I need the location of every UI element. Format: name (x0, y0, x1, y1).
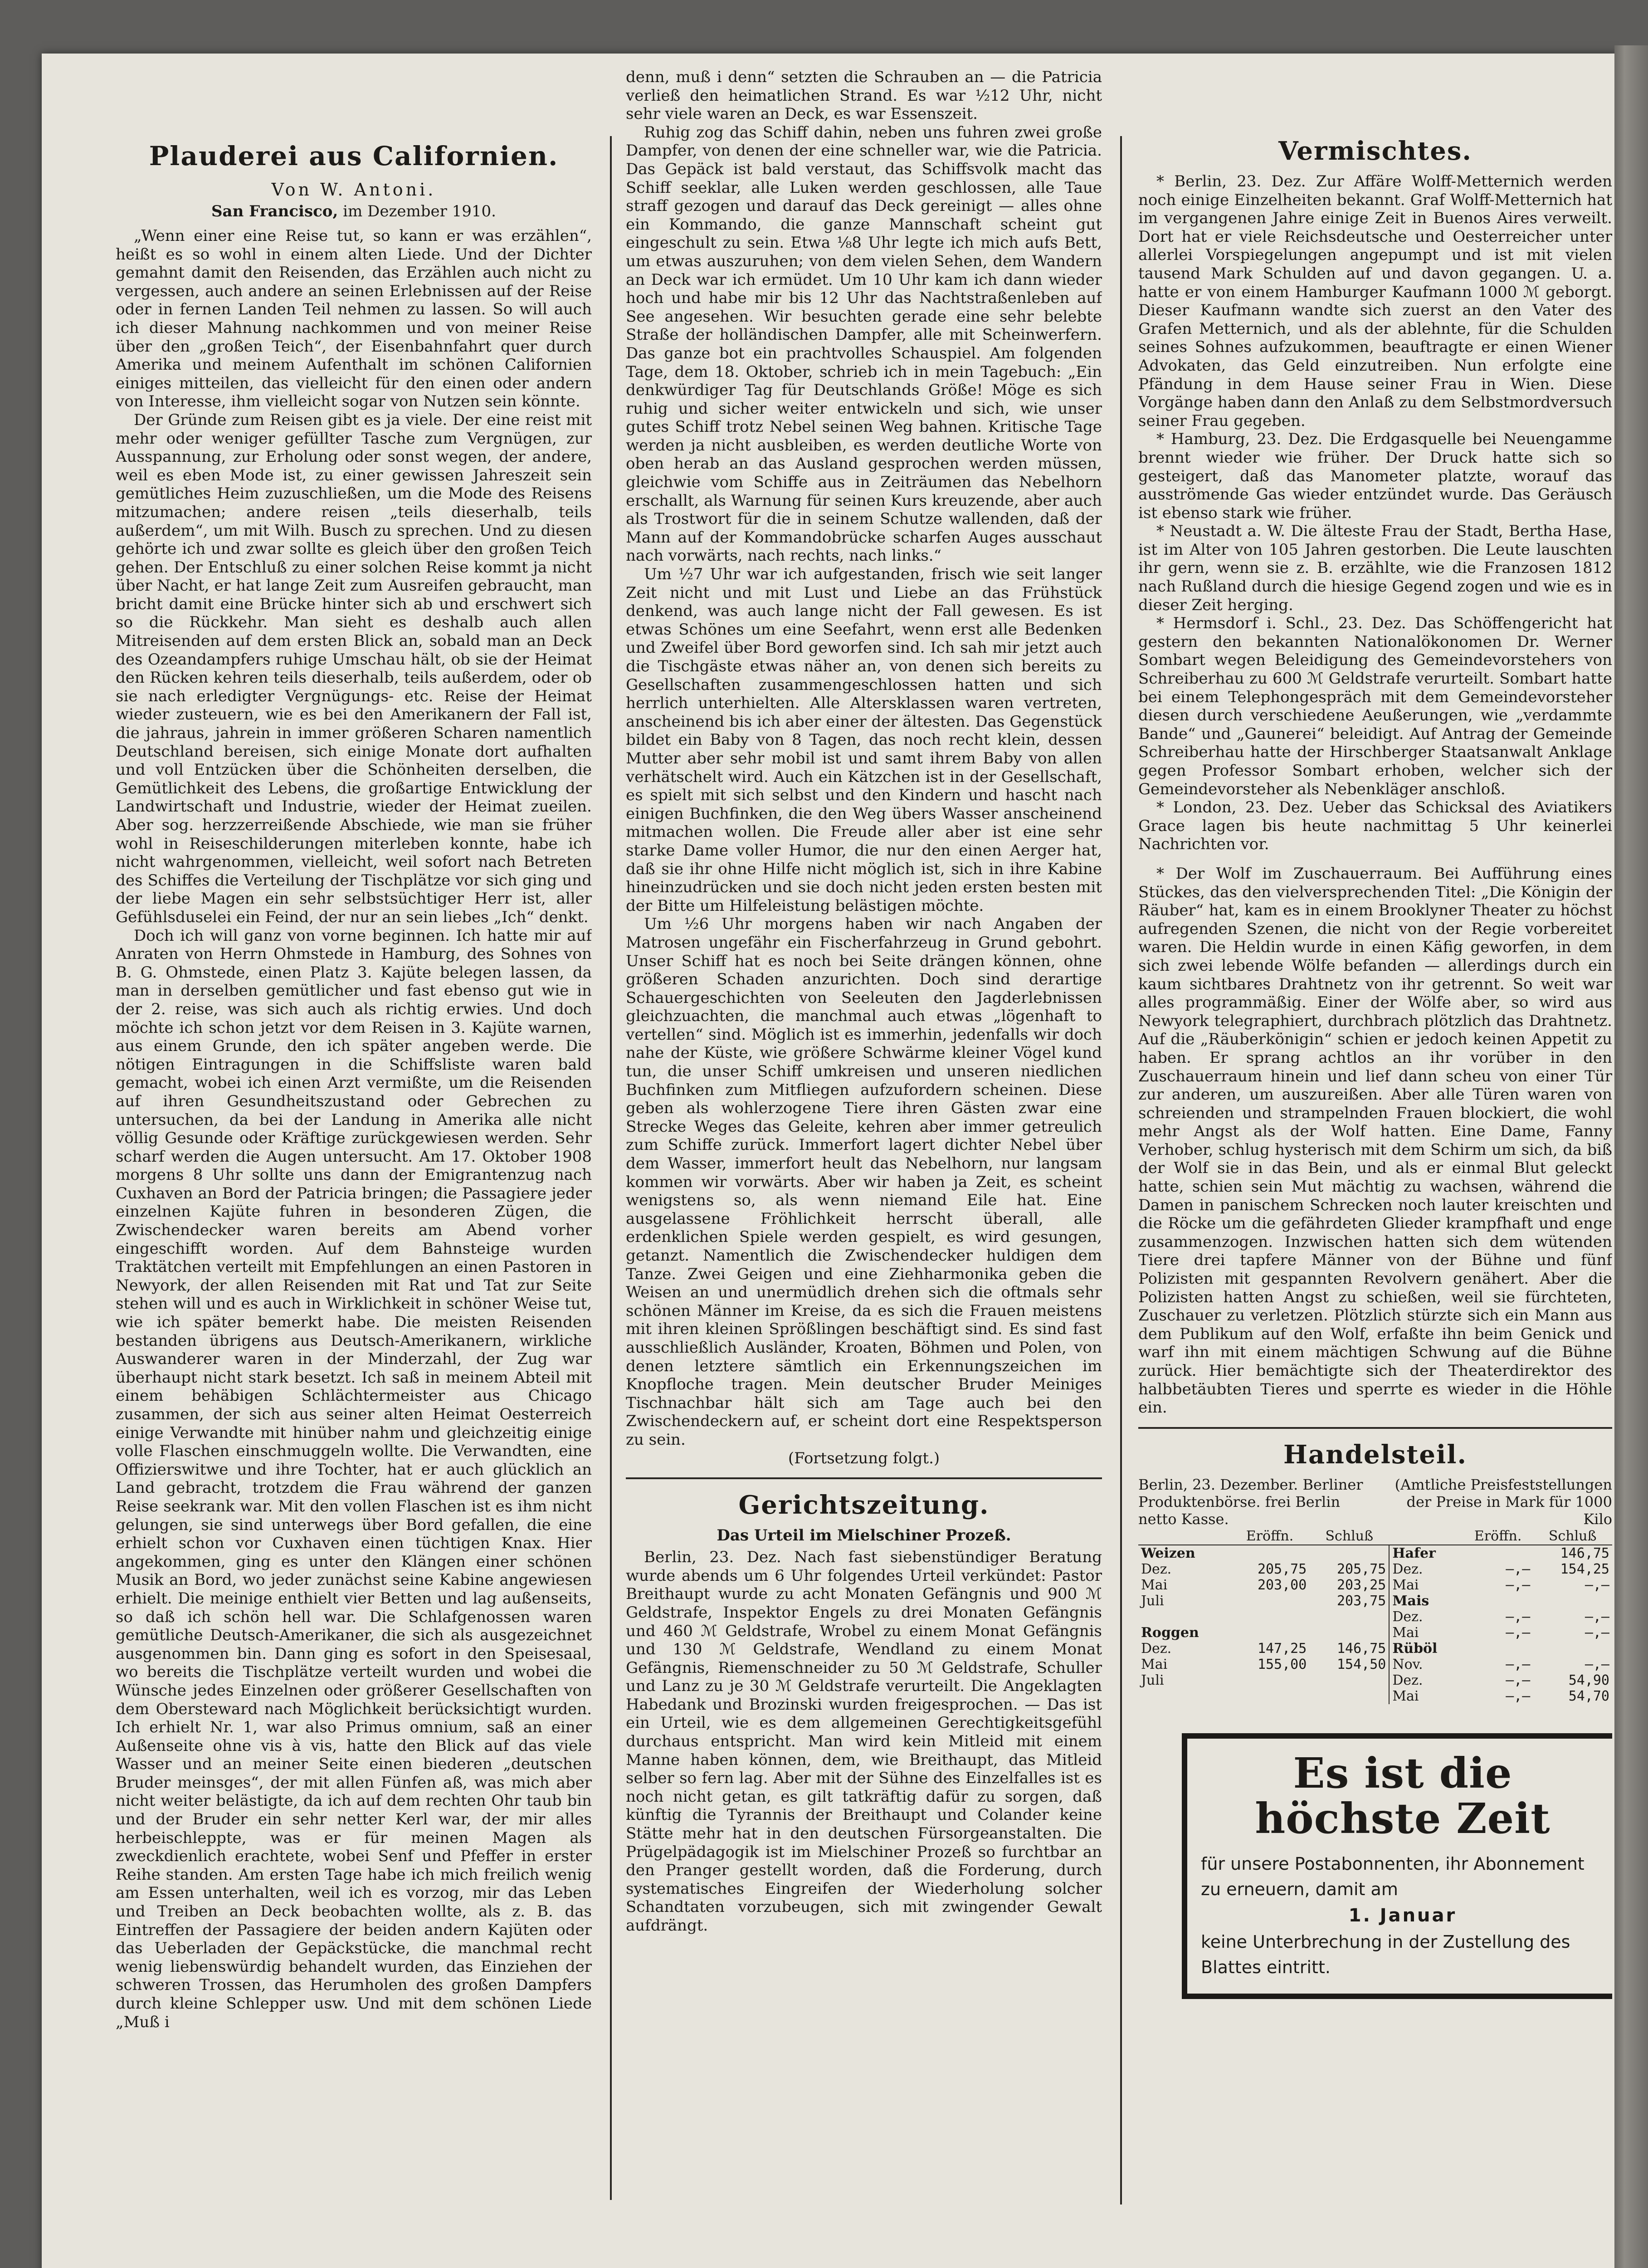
market-cell (1230, 1609, 1310, 1625)
ad-title: Es ist die höchste Zeit (1255, 1748, 1550, 1843)
ad-date: 1. Januar (1348, 1905, 1457, 1926)
market-cell (1230, 1625, 1310, 1641)
market-cell (1533, 1641, 1612, 1657)
vermischtes-item: * London, 23. Dez. Ueber das Schicksal des Aviatikers Grace lagen bis heute nachmittag 5 Uhr keinerlei Nachrichten vor. (1138, 798, 1612, 854)
market-cell: Mai (1141, 1577, 1168, 1593)
market-row (1138, 1545, 1612, 1561)
market-cell: —,— (1585, 1656, 1609, 1672)
market-cell (1138, 1688, 1230, 1704)
market-row (1138, 1593, 1612, 1609)
market-cell: 203,25 (1336, 1577, 1386, 1593)
market-cell: Hafer (1389, 1545, 1463, 1561)
market-row (1138, 1657, 1612, 1672)
market-cell (1309, 1672, 1389, 1688)
market-cell: 146,75 (1336, 1640, 1386, 1657)
market-cell: —,— (1506, 1624, 1531, 1641)
market-cell (1463, 1641, 1533, 1657)
market-row (1138, 1561, 1612, 1577)
market-cell: Mais (1389, 1593, 1463, 1609)
market-cell: Dez. (1389, 1561, 1463, 1577)
plauderei-paragraph: Doch ich will ganz von vorne beginnen. Ich hatte mir auf Anraten von Herrn Ohmstede in Hamburg, des Sohnes von B. G. Ohmstede, einen Platz 3. Kajüte belegen lassen, da man in derselben gemütlicher und fast ebenso gut wie in der 2. reise, was sich auch als richtig erwies. Und doch möchte ich schon jetzt vor dem Reisen in 3. Kajüte warnen, aus einem Grunde, den ich später angeben werde. Die nötigen Eintragungen in die Schiffsliste waren bald gemacht, wobei ich einen Arzt vermißte, um die Reisenden auf ihren Gesundheitszustand oder Gebrechen zu untersuchen, da bei der Landung in Amerika alle nicht völlig Gesunde oder Kräftige zurückgewiesen werden. Sehr scharf werden die Augen untersucht. Am 17. Oktober 1908 morgens 8 Uhr sollte uns dann der Emigrantenzug nach Cuxhaven an Bord der Patricia bringen; die Passagiere jeder einzelnen Kajüte fuhren in besonderen Zügen, die Zwischendecker waren bereits am Abend vorher eingeschifft worden. Auf dem Bahnsteige wurden Traktätchen verteilt mit Empfehlungen an einen Pastoren in Newyork, der allen Reisenden mit Rat und Tat zur Seite stehen will und es auch in Wirklichkeit in schöner Weise tut, wie ich später bemerkt habe. Die meisten Reisenden bestanden übrigens aus Deutsch-Amerikanern, wirkliche Auswanderer waren in der Minderzahl, der Zug war überhaupt nicht stark besetzt. Ich saß in meinem Abteil mit einem behäbigen Schlächtermeister aus Chicago zusammen, der sich aus seiner alten Heimat Oesterreich einige Verwandte mit hinüber nahm und gleichzeitig einige volle Flaschen einschmuggeln wollte. Die Verwandten, eine Offizierswitwe und ihre Tochter, hat er auch glücklich an Land gebracht, trotzdem die Frau während der ganzen Reise seekrank war. Mit den vollen Flaschen ist es ihm nicht gelungen, sie sind unterwegs über Bord gefallen, die eine erhielt schon vor Cuxhaven einen tüchtigen Knax. Hier angekommen, ging es unter den Klängen einer schönen Musik an Bord, wo jeder zunächst seine Kabine angewiesen erhielt. Die meinige enthielt vier Betten und lag außenseits, so daß ich schön hell war. Die Schlafgenossen waren gemütliche Deutsch-Amerikaner, die sich als ausgezeichnet ausgenommen bin. Dann ging es sofort in den Speisesaal, wo bereits die Tischplätze verteilt wurden und wobei die Wünsche jedes Einzelnen oder größerer Gesellschaften von dem Obersteward nach Möglichkeit berücksichtigt wurden. Ich erhielt Nr. 1, war also Primus omnium, saß an einer Außenseite ohne vis à vis, hatte den Blick auf das viele Wasser und an meiner Seite einen biederen „deutschen Bruder meinsges“, der mit allen Fünfen aß, was mich aber nicht weiter belästigte, da ich auf dem rechten Ohr taub bin und der Bruder ein sehr netter Kerl war, der mir alles herbeischleppte, was er für meinen Magen als zweckdienlich erachtete, wobei Senf und Pfeffer in erster Reihe standen. Am ersten Tage habe ich mich freilich wenig am Essen unterhalten, weil ich es vorzog, mir das Leben und Treiben an Deck beobachten wollte, als z. B. das Eintreffen der Passagiere der beiden andern Kajüten oder das Ueberladen der Gepäckstücke, die manchmal recht wenig liebenswürdig behandelt wurden, das Einziehen der schweren Trossen, das Herumholen des großen Dampfers durch kleine Schlepper usw. Und mit dem schönen Liede „Muß i (116, 926, 592, 2031)
gericht-title: Gerichtszeitung. (738, 1490, 990, 1520)
market-cell: 154,50 (1336, 1656, 1386, 1672)
market-cell: Dez. (1141, 1640, 1172, 1657)
plauderei-paragraph: „Wenn einer eine Reise tut, so kann er was erzählen“, heißt es so wohl in einem alten Liede. Und der Dichter gemahnt damit den Reisenden, das Erzählen auch nicht zu vergessen, auch andere an seinen Erlebnissen auf der Reise oder in fernen Landen Teil nehmen zu lassen. So will auch ich dieser Mahnung nachkommen und von meiner Reise über den „großen Teich“, der Eisenbahnfahrt quer durch Amerika und meinem Aufenthalt im schönen Californien einiges mitteilen, das vielleicht für den einen oder andern von Interesse, ihm vielleicht sogar von Nutzen sein könnte. (116, 227, 592, 411)
vermischtes-item: * Berlin, 23. Dez. Zur Affäre Wolff-Metternich werden noch einige Einzelheiten bekannt. Graf Wolff-Metternich hat im vergangenen Jahre einige Zeit in Buenos Aires verweilt. Dort hat er viele Reichsdeutsche und Oesterreicher unter allerlei Vorspiegelungen angepumpt und ist mit vielen tausend Mark Schulden auf und davon gegangen. U. a. hatte er von einem Hamburger Kaufmann 1000 ℳ geborgt. Dieser Kaufmann wandte sich zuerst an den Vater des Grafen Metternich, und als der ablehnte, für die Schulden seines Sohnes aufzukommen, beauftragte er einen Wiener Advokaten, das Geld einzutreiben. Nun erfolgte eine Pfändung in dem Hause seiner Frau in Wien. Diese Vorgänge haben dann den Anlaß zu dem Selbstmordversuch seiner Frau gegeben. (1138, 172, 1612, 430)
market-cell: 205,75 (1257, 1561, 1307, 1577)
market-cell: 54,70 (1568, 1688, 1609, 1704)
market-cell (1309, 1609, 1389, 1625)
market-cell: 155,00 (1257, 1656, 1307, 1672)
market-cell: Mai (1389, 1625, 1463, 1641)
market-cell: Rüböl (1389, 1641, 1463, 1657)
column-middle (626, 68, 1102, 2268)
vermischtes-item: * Hermsdorf i. Schl., 23. Dez. Das Schöffengericht hat gestern den bekannten Nationalökonomen Dr. Werner Sombart wegen Beleidigung des Gemeindevorstehers von Schreiberhau zu 600 ℳ Geldstrafe verurteilt. Sombart hatte bei einem Telephongespräch mit dem Gemeindevorsteher diesen durch verschiedene Aeußerungen, wie „verdammte Bande“ und „Gaunerei“ beleidigt. Auf Antrag der Gemeinde Schreiberhau hatte der Hirschberger Staatsanwalt Anklage gegen Professor Sombart erhoben, welcher sich der Gemeindevorsteher als Nebenkläger anschloß. (1138, 614, 1612, 798)
section-divider (626, 1477, 1102, 1479)
plauderei-title: Plauderei aus Californien. (149, 141, 559, 171)
plauderei-dateline (116, 202, 592, 220)
market-cell: 147,25 (1257, 1640, 1307, 1657)
market-row (1138, 1688, 1612, 1704)
market-cell: —,— (1585, 1624, 1609, 1641)
column-plauderei (116, 68, 592, 2268)
market-cell: Dez. (1389, 1672, 1463, 1688)
market-cell: —,— (1585, 1577, 1609, 1593)
market-cell: —,— (1506, 1672, 1531, 1688)
section-divider (1138, 1427, 1612, 1429)
dateline-date: im Dezember 1910. (338, 202, 496, 220)
market-cell: Mai (1389, 1577, 1463, 1593)
vermischtes-item: * Hamburg, 23. Dez. Die Erdgasquelle bei Neuengamme brennt wieder wie früher. Der Druck hatte sich so gesteigert, daß das Manometer platzte, worauf das ausströmende Gas wieder entzündet wurde. Das Geräusch ist ebenso stark wie früher. (1138, 430, 1612, 522)
market-cell (1309, 1688, 1389, 1704)
ad-text: für unsere Postabonnenten, ihr Abonnement zu erneuern, damit am (1201, 1853, 1585, 1899)
market-header-left: Berlin, 23. Dezember. Berliner Produktenbörse. frei Berlin netto Kasse. (1138, 1476, 1363, 1528)
column-rule-right (1120, 136, 1122, 2204)
column-rule-left (610, 136, 612, 2200)
market-cell: 203,75 (1336, 1593, 1386, 1609)
market-row (1138, 1672, 1612, 1688)
market-cell (1230, 1672, 1310, 1688)
market-cell: —,— (1506, 1688, 1531, 1704)
market-cell (1463, 1593, 1533, 1609)
market-cell: 54,90 (1568, 1672, 1609, 1688)
market-row (1138, 1625, 1612, 1641)
market-cell: Mai (1389, 1688, 1463, 1704)
ad-text: keine Unterbrechung in der Zustellung des Blattes eintritt. (1201, 1931, 1570, 1977)
gericht-subtitle: Das Urteil im Mielschiner Prozeß. (717, 1526, 1011, 1545)
market-cell: Juli (1141, 1593, 1164, 1609)
plauderei-paragraph: Um ½7 Uhr war ich aufgestanden, frisch wie seit langer Zeit nicht und mit Lust und Liebe an das Frühstück denkend, was auch lange nicht der Fall gewesen. Es ist etwas Schönes um eine Seefahrt, wenn erst alle Bedenken und Zweifel über Bord geworfen sind. Ich sah mir jetzt auch die Tischgäste etwas näher an, von denen sich bereits zu Gesellschaften zusammengeschlossen hatten und sich herrlich unterhielten. Alle Altersklassen waren vertreten, anscheinend bis ich aber einer der ältesten. Das Gegenstück bildet ein Baby von 8 Tagen, das noch recht klein, dessen Mutter aber sehr mobil ist und samt ihrem Baby von allen verhätschelt wird. Auch ein Kätzchen ist in der Gesellschaft, es spielt mit sich selbst und den Kindern und hascht nach einigen Buchfinken, die den Weg übers Wasser anscheinend mitmachen wollen. Die Freude aller aber ist eine sehr starke Dame voller Humor, die nur den einen Aerger hat, daß sie ihr ohne Hilfe nicht möglich ist, sich in ihre Kabine hineinzudrücken und sie doch nicht jeden ersten besten mit der Bitte um Hilfeleistung belästigen möchte. (626, 565, 1102, 915)
market-row (1138, 1577, 1612, 1593)
market-cell: Nov. (1389, 1657, 1463, 1672)
plauderei-continuation: denn, muß i denn“ setzten die Schrauben an — die Patricia verließ den heimatlichen Strand. Es war ½12 Uhr, nicht sehr viele waren an Deck, es war Essenszeit. (626, 68, 1102, 123)
market-cell: —,— (1585, 1608, 1609, 1625)
vermischtes-item: * Neustadt a. W. Die älteste Frau der Stadt, Bertha Hase, ist im Alter von 105 Jahren gestorben. Die Leute lauschten ihr gern, wenn sie z. B. erzählte, wie die Franzosen 1812 nach Rußland durch die hiesige Gegend zogen und wie es in dieser Zeit herging. (1138, 522, 1612, 614)
market-cell (1309, 1545, 1389, 1561)
vermischtes-item: * Der Wolf im Zuschauerraum. Bei Aufführung eines Stückes, das den vielversprechenden Titel: „Die Königin der Räuber“ hat, kam es in einem Brooklyner Theater zu höchst aufregenden Szenen, die nicht von der Regie vorbereitet waren. Die Heldin wurde in einen Käfig geworfen, in dem sich zwei lebende Wölfe befanden — allerdings durch ein kaum sichtbares Drahtnetz von ihr getrennt. So weit war alles programmäßig. Einer der Wölfe aber, so wird aus Newyork telegraphiert, durchbrach plötzlich das Drahtnetz. Auf die „Räuberkönigin“ schien er jedoch keinen Appetit zu haben. Er sprang achtlos an ihr vorüber in den Zuschauerraum hinein und lief dann scheu von einer Tür zur anderen, um auszureißen. Aber alle Türen waren von schreienden und strampelnden Frauen blockiert, die wohl mehr Angst als der Wolf hatten. Eine Dame, Fanny Verhober, schlug hysterisch mit dem Schirm um sich, da biß der Wolf sie in das Bein, und als er einmal Blut geleckt hatte, schien sein Mut mächtig zu wachsen, während die Damen in panischem Schrecken noch lauter kreischten und die Röcke um die gefährdeten Glieder krampfhaft und enge zusammenzogen. Inzwischen hatten sich dem wütenden Tiere drei tapfere Männer von der Bühne und fünf Polizisten mit gespannten Revolvern genähert. Aber die Polizisten hatten Angst zu schießen, weil sie fürchteten, Zuschauer zu verletzen. Plötzlich stürzte sich ein Mann aus dem Publikum auf den Wolf, erfaßte ihn beim Genick und warf ihn mit einem mächtigen Schwung auf die Bühne zurück. Hier bemächtigte sich der Theaterdirektor des halbbetäubten Tieres und sperrte es wieder in die Höhle ein. (1138, 864, 1612, 1417)
gericht-paragraph: Berlin, 23. Dez. Nach fast siebenstündiger Beratung wurde abends um 6 Uhr folgendes Urteil verkündet: Pastor Breithaupt wurde zu acht Monaten Gefängnis und 900 ℳ Geldstrafe, Inspektor Engels zu drei Monaten Gefängnis und 460 ℳ Geldstrafe, Wrobel zu einem Monat Gefängnis und 130 ℳ Geldstrafe, Wendland zu einem Monat Gefängnis, Riemenschneider zu 50 ℳ Geldstrafe, Schuller und Lanz zu je 30 ℳ Geldstrafe verurteilt. Die Angeklagten Habedank und Brozinski wurden freigesprochen. — Das ist ein Urteil, wie es dem allgemeinen Gerechtigkeitsgefühl durchaus entspricht. Man wird kein Mitleid mit einem Manne haben können, dem, wie Breithaupt, das Mitleid selber so fern lag. Aber mit der Sühne des Einzelfalles ist es noch nicht getan, es gilt tatkräftig dafür zu sorgen, daß künftig die Tyrannis der Breithaupt und Colander keine Stätte mehr hat in den deutschen Fürsorgeanstalten. Die Prügelpädagogik ist im Mielschiner Prozeß so furchtbar an den Pranger gestellt worden, daß die Forderung, durch systematisches Eingreifen der Wiederholung solcher Schandtaten vorzubeugen, sich mit zwingender Gewalt aufdrängt. (626, 1548, 1102, 1935)
plauderei-paragraph: Ruhig zog das Schiff dahin, neben uns fuhren zwei große Dampfer, von denen der eine schneller war, wie die Patricia. Das Gepäck ist bald verstaut, das Schiffsvolk macht das Schiff seeklar, alle Luken werden geschlossen, alle Taue straff gezogen und darauf das Deck gereinigt — alles ohne ein Kommando, die ganze Mannschaft scheint gut eingeschult zu sein. Etwa ⅛8 Uhr legte ich mich aufs Bett, um etwas auszuruhen; von dem vielen Sehen, dem Wandern an Deck war ich ermüdet. Um 10 Uhr kam ich dann wieder hoch und habe mir bis 12 Uhr das Nachtstraßenleben auf See angesehen. Wir besuchten gerade eine sehr belebte Straße der holländischen Dampfer, alle mit Scheinwerfern. Das ganze bot ein prachtvolles Schauspiel. Am folgenden Tage, dem 18. Oktober, schrieb ich in mein Tagebuch: „Ein denkwürdiger Tag für Deutschlands Größe! Möge es sich ruhig und sicher weiter entwickeln und sich, wie unser gutes Schiff trotz Nebel seinen Weg bahnen. Kritische Tage werden ja nicht ausbleiben, es werden deutliche Worte von oben herab an das Ausland gesprochen werden müssen, gleichwie vom Schiffe aus in Zeiträumen das Nebelhorn erschallt, als Warnung für seinen Kurs kreuzende, aber auch als Trostwort für die in seinem Schutze wallenden, daß der Mann auf der Kommandobrücke scharfen Auges ausschaut nach vorwärts, nach rechts, nach links.“ (626, 123, 1102, 565)
market-cell (1533, 1593, 1612, 1609)
market-cell (1230, 1593, 1310, 1609)
handel-title: Handelsteil. (1283, 1439, 1468, 1470)
market-row (1138, 1641, 1612, 1657)
market-header-right: (Amtliche Preisfeststellungen der Preise in Mark für 1000 Kilo (1394, 1476, 1612, 1528)
market-cell (1463, 1545, 1533, 1561)
market-cell: Dez. (1141, 1561, 1172, 1577)
market-cell: —,— (1506, 1577, 1531, 1593)
market-cell: Dez. (1389, 1609, 1463, 1625)
market-cell (1309, 1625, 1389, 1641)
market-cell (1230, 1688, 1310, 1704)
dateline-place: San Francisco, (211, 202, 338, 220)
continued-note: (Fortsetzung folgt.) (788, 1449, 940, 1467)
market-cell: Roggen (1141, 1624, 1199, 1641)
column-right (1138, 68, 1612, 2268)
market-cell: Juli (1141, 1672, 1164, 1688)
market-table (1138, 1528, 1612, 1704)
book-spine (1614, 45, 1648, 2268)
market-cell: 146,75 (1560, 1545, 1609, 1561)
plauderei-byline: Von W. Antoni. (271, 180, 436, 200)
item-gap (1138, 854, 1612, 865)
vermischtes-title: Vermischtes. (1278, 136, 1472, 166)
market-header (1138, 1476, 1612, 1528)
market-cell: 154,25 (1560, 1561, 1609, 1577)
market-row (1138, 1609, 1612, 1625)
market-cell: —,— (1506, 1608, 1531, 1625)
market-cell: Weizen (1141, 1545, 1195, 1561)
market-cell: 203,00 (1257, 1577, 1307, 1593)
market-cell (1138, 1609, 1230, 1625)
market-cell: —,— (1506, 1656, 1531, 1672)
plauderei-paragraph: Um ½6 Uhr morgens haben wir nach Angaben der Matrosen ungefähr ein Fischerfahrzeug in Grund gebohrt. Unser Schiff hat es noch bei Seite drängen können, ohne größeren Schaden anzurichten. Doch sind derartige Schauergeschichten von Seeleuten den Jagderlebnissen gleichzuachten, die manchmal auch etwas „lögenhaft to vertellen“ sind. Möglich ist es immerhin, jedenfalls wir doch nahe der Küste, wie größere Schwärme kleiner Vögel kund tun, die unser Schiff umkreisen und unseren niedlichen Buchfinken zum Mitfliegen aufzufordern scheinen. Diese geben als wohlerzogene Tiere ihren Gästen zwar eine Strecke Weges das Geleite, kehren aber immer getreulich zum Schiffe zurück. Immerfort lagert dichter Nebel über dem Wasser, immerfort heult das Nebelhorn, nur langsam kommen wir vorwärts. Aber wir haben ja Zeit, es scheint wenigstens so, als wenn niemand Eile hat. Eine ausgelassene Fröhlichkeit herrscht überall, alle erdenklichen Spiele werden gespielt, es wird gesungen, getanzt. Namentlich die Zwischendecker huldigen dem Tanze. Zwei Geigen und eine Ziehharmonika geben die Weisen an und unermüdlich drehen sich die oftmals sehr schönen Männer im Kreise, da es sich die Frauen meistens mit ihren kleinen Sprößlingen beschäftigt sind. Es sind fast ausschließlich Ausländer, Kroaten, Böhmen und Polen, von denen letztere sämtlich ein Erkennungszeichen im Knopfloche tragen. Mein deutscher Bruder Meiniges Tischnachbar hält sich am Tage auch bei den Zwischendeckern auf, er scheint dort eine Respektsperson zu sein. (626, 915, 1102, 1449)
market-cell: —,— (1506, 1561, 1531, 1577)
subscription-ad (1182, 1733, 1612, 1999)
market-cell: Mai (1141, 1656, 1168, 1672)
market-cell: 205,75 (1336, 1561, 1386, 1577)
market-cell (1230, 1545, 1310, 1561)
plauderei-paragraph: Der Gründe zum Reisen gibt es ja viele. Der eine reist mit mehr oder weniger gefüllter Tasche zum Vergnügen, zur Ausspannung, zur Erholung oder sonst wegen, der andere, weil es eben Mode ist, zu einer gewissen Jahreszeit sein gemütliches Heim zuzuschließen, um die Mode des Reisens mitzumachen; andere reisen „teils dieserhalb, teils außerdem“, um mit Wilh. Busch zu sprechen. Und zu diesen gehörte ich und zwar sollte es gleich über den großen Teich gehen. Der Entschluß zu einer solchen Reise kommt ja nicht über Nacht, er hat lange Zeit zum Ausreifen gebraucht, man bricht damit eine Brücke hinter sich ab und erschwert sich so die Rückkehr. Man sieht es deshalb auch allen Mitreisenden auf dem ersten Blick an, sobald man an Deck des Ozeandampfers ruhige Umschau hält, ob sie der Heimat den Rücken kehren teils dieserhalb, teils außerdem, oder ob sie nach erledigter Vergnügungs- etc. Reise der Heimat wieder zusteuern, wie es bei den Amerikanern der Fall ist, die jahraus, jahrein in immer größeren Scharen namentlich Deutschland bereisen, sich einige Monate dort aufhalten und voll Entzücken über die Schönheiten derselben, die Gemütlichkeit des Lebens, die großartige Entwicklung der Landwirtschaft und Industrie, wieder der Heimat zueilen. Aber sog. herzzerreißende Abschiede, wie man sie früher wohl in Reiseschilderungen miterleben konnte, habe ich nicht wahrgenommen, vielleicht, weil sofort nach Betreten des Schiffes die Verteilung der Tischplätze vor sich ging und der liebe Magen ein sehr selbstsüchtiger Herr ist, aller Gefühlsduselei ein Feind, der nur an sein liebes „Ich“ denkt. (116, 411, 592, 926)
market-table-header: Eröffn. Schluß Eröffn. Schluß (1138, 1528, 1612, 1545)
